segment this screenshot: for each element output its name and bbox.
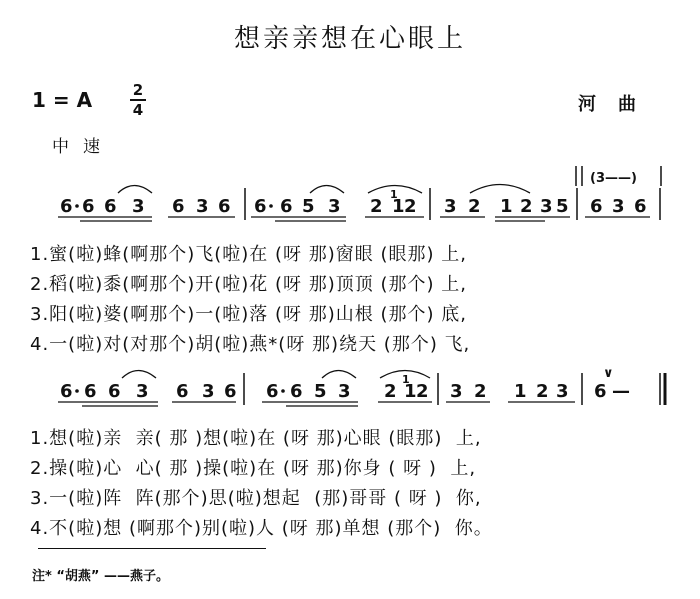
footnote: 注* “胡燕” ——燕子。: [32, 569, 169, 584]
note: 6: [108, 381, 121, 402]
note: 1: [514, 381, 527, 402]
note: 6: [84, 381, 97, 402]
note: 1: [392, 196, 405, 217]
note: 6: [172, 196, 185, 217]
breath-mark: ∨: [603, 366, 614, 381]
lyric-line-2-2: 2.操(啦)心 心( 那 )操(啦)在 (呀 那)你身 ( 呀 ) 上,: [30, 458, 477, 479]
note: 6: [60, 196, 73, 217]
grace-note: 1: [402, 373, 410, 386]
note: 6: [266, 381, 279, 402]
note: 6: [176, 381, 189, 402]
note: 2: [520, 196, 533, 217]
footnote-rule: [38, 548, 266, 549]
lyric-line-2-3: 3.一(啦)阵 阵(那个)思(啦)想起 (那)哥哥 ( 呀 ) 你,: [30, 488, 482, 509]
note: 2: [536, 381, 549, 402]
note: 6: [104, 196, 117, 217]
note: 5: [314, 381, 327, 402]
tempo-marking: 中速: [52, 137, 114, 157]
meter-bottom: 4: [132, 101, 144, 119]
lyric-line-1-3: 3.阳(啦)婆(啊那个)一(啦)落 (呀 那)山根 (那个) 底,: [30, 304, 468, 325]
note: 3: [540, 196, 553, 217]
augmentation-dot: [75, 389, 79, 393]
lyric-line-1-2: 2.稻(啦)黍(啊那个)开(啦)花 (呀 那)顶顶 (那个) 上,: [30, 274, 468, 295]
note: 5: [302, 196, 315, 217]
note: 3: [328, 196, 341, 217]
note: —: [612, 381, 630, 402]
note: 1: [500, 196, 513, 217]
note: 2: [404, 196, 417, 217]
note: 6: [254, 196, 267, 217]
note: 3: [196, 196, 209, 217]
key-signature: 1 = A: [32, 88, 93, 112]
lyric-line-2-4: 4.不(啦)想 (啊那个)别(啦)人 (呀 那)单想 (那个) 你。: [30, 518, 493, 539]
note: 3: [132, 196, 145, 217]
lyric-line-2-1: 1.想(啦)亲 亲( 那 )想(啦)在 (呀 那)心眼 (眼那) 上,: [30, 428, 482, 449]
note: 6: [60, 381, 73, 402]
augmentation-dot: [75, 204, 79, 208]
note: 3: [136, 381, 149, 402]
note: 2: [370, 196, 383, 217]
augmentation-dot: [269, 204, 273, 208]
note: 6: [218, 196, 231, 217]
augmentation-dot: [281, 389, 285, 393]
lyric-line-1-1: 1.蜜(啦)蜂(啊那个)飞(啦)在 (呀 那)窗眼 (眼那) 上,: [30, 244, 468, 265]
note: 6: [634, 196, 647, 217]
note: 3: [202, 381, 215, 402]
note: 6: [594, 381, 607, 402]
lyric-line-1-4: 4.一(啦)对(对那个)胡(啦)燕*(呀 那)绕天 (那个) 飞,: [30, 334, 471, 355]
note: 3: [556, 381, 569, 402]
note: 3: [444, 196, 457, 217]
note: 3: [612, 196, 625, 217]
note: 3: [450, 381, 463, 402]
notation-line-2: [0, 355, 700, 415]
note: 5: [556, 196, 569, 217]
note: 2: [384, 381, 397, 402]
repeat-mark: (3——): [590, 171, 637, 186]
note: 6: [290, 381, 303, 402]
note: 2: [474, 381, 487, 402]
note: 6: [224, 381, 237, 402]
note: 1: [404, 381, 417, 402]
notation-line-1: [0, 158, 700, 228]
note: 6: [280, 196, 293, 217]
note: 6: [82, 196, 95, 217]
time-signature: [130, 82, 146, 118]
note: 2: [468, 196, 481, 217]
composer-label: 河曲: [578, 94, 658, 115]
note: 6: [590, 196, 603, 217]
note: 2: [416, 381, 429, 402]
grace-note: 1: [390, 188, 398, 201]
note: 3: [338, 381, 351, 402]
meter-top: 2: [132, 81, 144, 99]
song-title: 想亲亲想在心眼上: [233, 24, 466, 54]
